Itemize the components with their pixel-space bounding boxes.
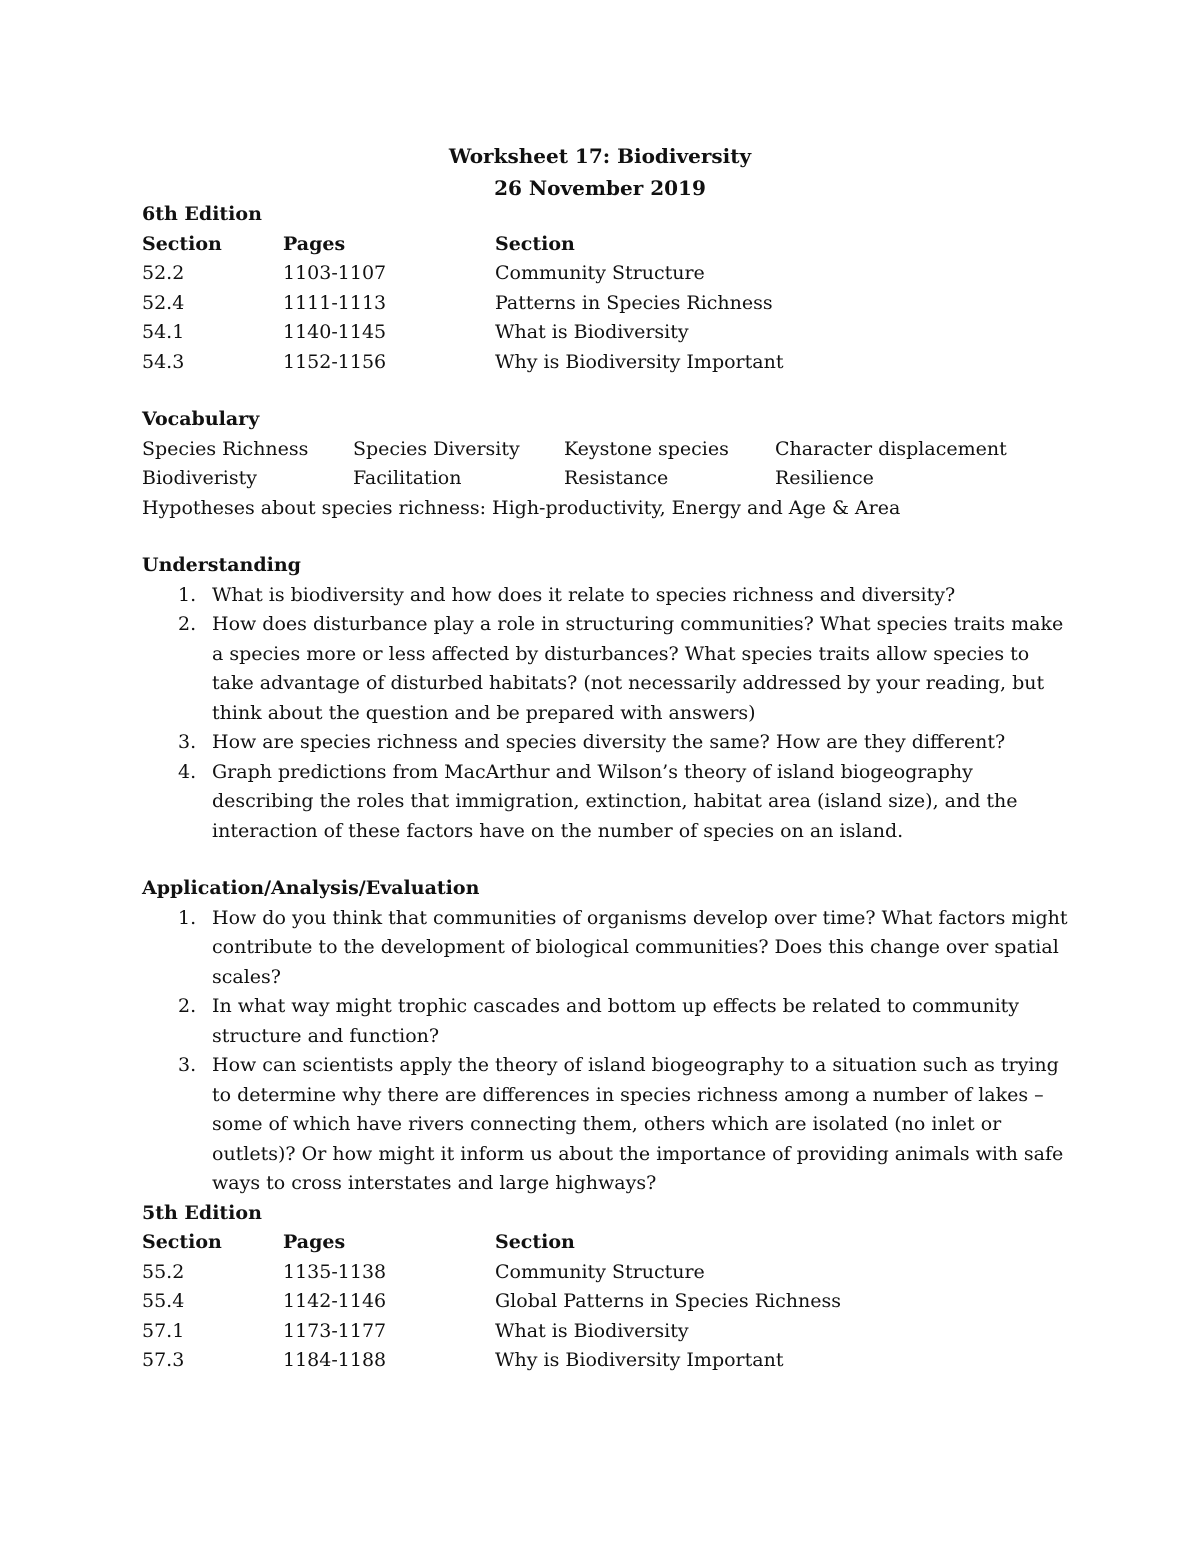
row-title: Patterns in Species Richness: [495, 291, 773, 314]
spacer: [142, 846, 1072, 874]
row-section: 52.2: [142, 262, 185, 284]
edition6-label: 6th Edition: [142, 203, 262, 225]
understanding-list: [142, 581, 1072, 847]
row-title: Why is Biodiversity Important: [495, 1349, 784, 1371]
row-pages: 1142-1146: [283, 1290, 387, 1312]
item-number: 2.: [178, 613, 197, 635]
list-item: [142, 992, 1072, 1051]
item-text: How are species richness and species diversity the same? How are they different?: [212, 731, 1006, 753]
header-section: Section: [142, 232, 222, 255]
vocab-term: Biodiveristy: [142, 467, 257, 489]
row-pages: 1184-1188: [283, 1349, 387, 1371]
row-section: 54.3: [142, 350, 185, 373]
vocabulary-heading: Vocabulary: [142, 408, 260, 430]
table-row: [142, 1317, 1072, 1347]
row-title: Community Structure: [495, 1260, 705, 1283]
item-text: How do you think that communities of organisms develop over time? What factors might contribute to the development of biological communities? Does this change over spatial scales?: [212, 906, 1068, 988]
row-section: 55.2: [142, 1260, 185, 1283]
title-block: [142, 140, 1058, 204]
vocab-row-2: [142, 464, 1072, 494]
list-item: [142, 904, 1072, 993]
item-number: 1.: [178, 906, 197, 929]
vocab-term: Keystone species: [564, 437, 729, 460]
row-pages: 1173-1177: [283, 1319, 387, 1342]
row-title: Why is Biodiversity Important: [495, 350, 784, 373]
vocab-term: Resilience: [775, 467, 874, 489]
table-row: [142, 259, 1072, 289]
list-item: [142, 581, 1072, 611]
item-text: In what way might trophic cascades and bottom up effects be related to community structure and function?: [212, 995, 1020, 1047]
page-date: 26 November 2019: [494, 176, 706, 200]
row-section: 57.3: [142, 1349, 185, 1371]
row-title: What is Biodiversity: [495, 1319, 689, 1342]
row-pages: 1135-1138: [283, 1260, 387, 1283]
row-pages: 1103-1107: [283, 262, 387, 284]
table-header-row: [142, 1228, 1072, 1258]
list-item: [142, 758, 1072, 847]
row-pages: 1152-1156: [283, 350, 387, 373]
row-section: 52.4: [142, 291, 185, 314]
table-header-row: [142, 230, 1072, 260]
vocab-term: Species Richness: [142, 437, 309, 460]
row-title: What is Biodiversity: [495, 321, 689, 343]
item-text: How does disturbance play a role in structuring communities? What species traits make a species more or less affected by disturbances? What species traits allow species to take advantage of disturbed habitats? (not necessarily addressed by your reading, but think about the question and be prepared with answers): [212, 613, 1064, 724]
table-row: [142, 318, 1072, 348]
vocab-row-1: [142, 435, 1072, 465]
header-section: Section: [142, 1231, 222, 1253]
vocab-term: Facilitation: [353, 467, 462, 489]
edition5-table: [142, 1228, 1072, 1376]
header-pages: Pages: [283, 1231, 346, 1253]
item-text: How can scientists apply the theory of island biogeography to a situation such as trying to determine why there are differences in species richness among a number of lakes – some of which have rivers connecting them, others which are isolated (no inlet or outlets)? Or how might it inform us about the importance of providing animals with safe ways to cross interstates and large highways?: [212, 1054, 1064, 1194]
item-number: 3.: [178, 1054, 197, 1076]
application-heading: Application/Analysis/Evaluation: [142, 877, 480, 899]
row-section: 55.4: [142, 1290, 185, 1312]
vocab-term: Character displacement: [775, 437, 1007, 460]
row-title: Community Structure: [495, 262, 705, 284]
item-text: What is biodiversity and how does it relate to species richness and diversity?: [212, 583, 956, 606]
table-row: [142, 348, 1072, 378]
table-row: [142, 1258, 1072, 1288]
edition5-label: 5th Edition: [142, 1201, 262, 1224]
edition6-table: [142, 230, 1072, 378]
row-pages: 1111-1113: [283, 291, 387, 314]
spacer: [142, 377, 1072, 405]
header-section-title: Section: [495, 1231, 575, 1253]
list-item: [142, 1051, 1072, 1199]
item-number: 4.: [178, 760, 197, 783]
item-number: 3.: [178, 731, 197, 753]
list-item: [142, 728, 1072, 758]
row-title: Global Patterns in Species Richness: [495, 1290, 841, 1312]
item-number: 1.: [178, 583, 197, 606]
vocab-hypotheses: Hypotheses about species richness: High-productivity, Energy and Age & Area: [142, 496, 901, 519]
table-row: [142, 289, 1072, 319]
item-text: Graph predictions from MacArthur and Wilson’s theory of island biogeography describing the roles that immigration, extinction, habitat area (island size), and the interaction of these factors have on the number of species on an island.: [212, 760, 1018, 842]
table-row: [142, 1346, 1072, 1376]
header-section-title: Section: [495, 232, 575, 255]
table-row: [142, 1287, 1072, 1317]
row-section: 57.1: [142, 1319, 185, 1342]
spacer: [142, 523, 1072, 551]
header-pages: Pages: [283, 232, 346, 255]
application-list: [142, 904, 1072, 1199]
row-section: 54.1: [142, 321, 185, 343]
page-title: Worksheet 17: Biodiversity: [448, 144, 752, 168]
vocab-term: Species Diversity: [353, 437, 520, 460]
understanding-heading: Understanding: [142, 554, 301, 576]
row-pages: 1140-1145: [283, 321, 387, 343]
list-item: [142, 610, 1072, 728]
vocab-term: Resistance: [564, 467, 669, 489]
worksheet-page: [142, 140, 1072, 1376]
item-number: 2.: [178, 995, 197, 1017]
